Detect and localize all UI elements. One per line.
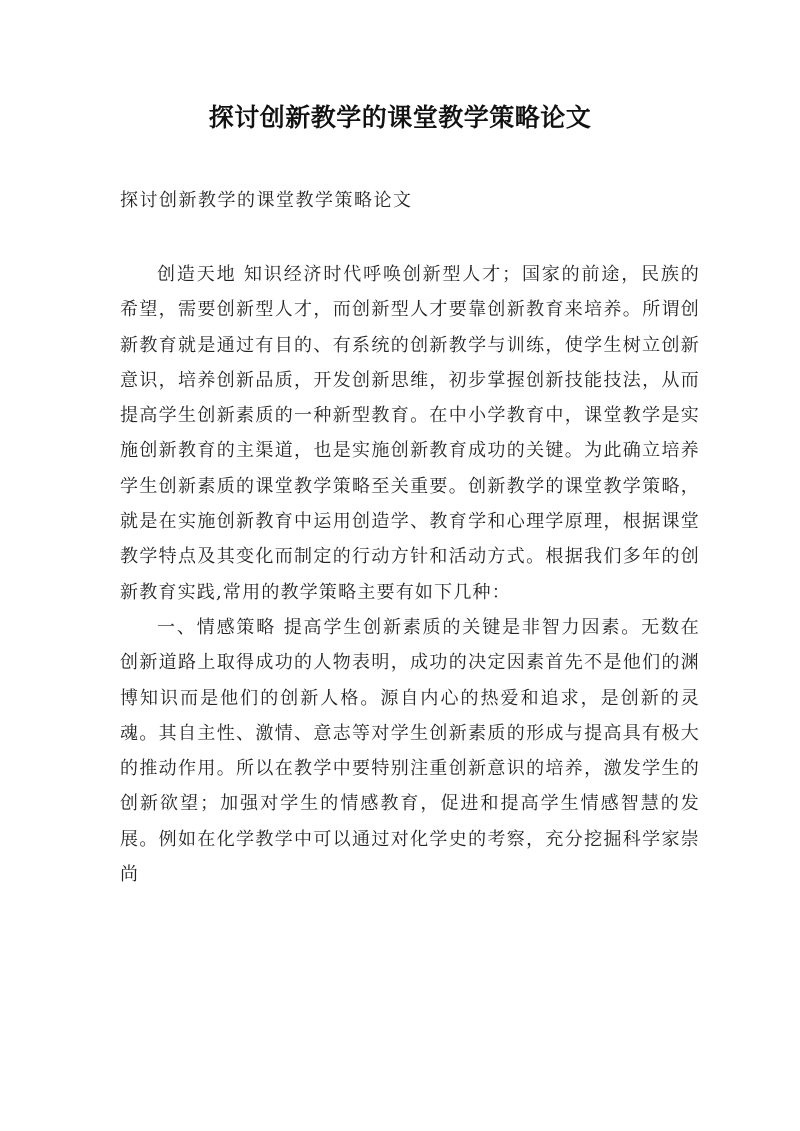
document-title: 探讨创新教学的课堂教学策略论文 xyxy=(208,103,592,132)
body-paragraph-emotion-strategy: 一、情感策略 提高学生创新素质的关键是非智力因素。无数在创新道路上取得成功的人物表明，成功的决定因素首先不是他们的渊博知识而是他们的创新人格。源自内心的热爱和追求，是创新的灵魂。其自主性、激情、意志等对学生创新素质的形成与提高具有极大的推动作用。所以在教学中要特别注重创新意识的培养，激发学生的创新欲望；加强对学生的情感教育，促进和提高学生情感智慧的发展。例如在化学教学中可以通过对化学史的考察，充分挖掘科学家崇尚 xyxy=(120,616,700,886)
document-body xyxy=(120,257,700,892)
body-paragraph-intro: 创造天地 知识经济时代呼唤创新型人才；国家的前途，民族的希望，需要创新型人才，而创新型人才要靠创新教育来培养。所谓创新教育就是通过有目的、有系统的创新教学与训练，使学生树立创新意识，培养创新品质，开发创新思维，初步掌握创新技能技法，从而提高学生创新素质的一种新型教育。在中小学教育中，课堂教学是实施创新教育的主渠道，也是实施创新教育成功的关键。为此确立培养学生创新素质的课堂教学策略至关重要。创新教学的课堂教学策略，就是在实施创新教育中运用创造学、教育学和心理学原理，根据课堂教学特点及其变化而制定的行动方针和活动方式。根据我们多年的创新教育实践,常用的教学策略主要有如下几种： xyxy=(120,264,700,603)
document-subtitle: 探讨创新教学的课堂教学策略论文 xyxy=(120,190,413,211)
